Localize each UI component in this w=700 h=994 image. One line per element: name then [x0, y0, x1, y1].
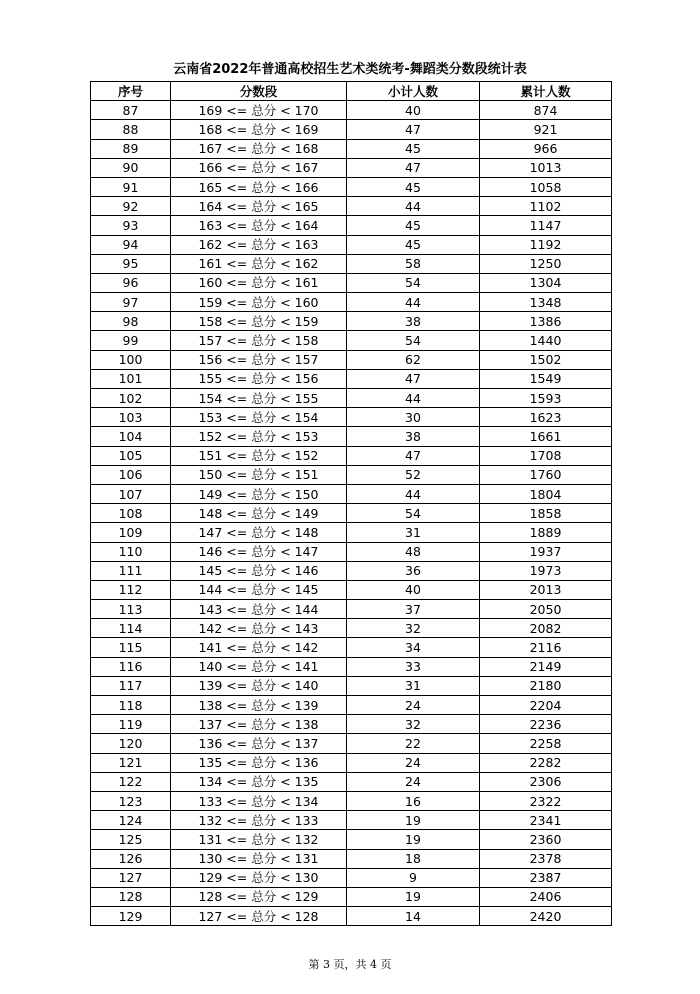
cell-cumulative: 2306 [480, 772, 612, 791]
cell-index: 120 [91, 734, 171, 753]
page-number: 第 3 页，共 4 页 [308, 958, 392, 971]
cell-cumulative: 1386 [480, 312, 612, 331]
cell-index: 102 [91, 389, 171, 408]
cell-index: 97 [91, 293, 171, 312]
cell-cumulative: 2082 [480, 619, 612, 638]
cell-index: 121 [91, 753, 171, 772]
cell-index: 95 [91, 254, 171, 273]
cell-index: 92 [91, 197, 171, 216]
table-row [91, 408, 612, 427]
cell-subtotal: 34 [347, 638, 480, 657]
cell-score-range: 149 <= 总分 < 150 [171, 484, 347, 503]
cell-cumulative: 921 [480, 120, 612, 139]
table-row [91, 369, 612, 388]
cell-score-range: 169 <= 总分 < 170 [171, 101, 347, 120]
cell-index: 125 [91, 830, 171, 849]
table-row [91, 504, 612, 523]
cell-index: 123 [91, 791, 171, 810]
header-score-range: 分数段 [171, 82, 347, 101]
cell-index: 88 [91, 120, 171, 139]
cell-subtotal: 44 [347, 197, 480, 216]
cell-cumulative: 2149 [480, 657, 612, 676]
cell-subtotal: 38 [347, 312, 480, 331]
cell-score-range: 144 <= 总分 < 145 [171, 580, 347, 599]
cell-cumulative: 2406 [480, 887, 612, 906]
cell-subtotal: 52 [347, 465, 480, 484]
cell-index: 119 [91, 715, 171, 734]
cell-subtotal: 45 [347, 177, 480, 196]
cell-score-range: 135 <= 总分 < 136 [171, 753, 347, 772]
cell-index: 100 [91, 350, 171, 369]
cell-subtotal: 44 [347, 389, 480, 408]
cell-cumulative: 1858 [480, 504, 612, 523]
cell-index: 109 [91, 523, 171, 542]
cell-subtotal: 48 [347, 542, 480, 561]
cell-index: 106 [91, 465, 171, 484]
cell-score-range: 130 <= 总分 < 131 [171, 849, 347, 868]
cell-subtotal: 18 [347, 849, 480, 868]
table-header-row [91, 82, 612, 101]
table-row [91, 312, 612, 331]
cell-subtotal: 32 [347, 619, 480, 638]
table-row [91, 427, 612, 446]
cell-index: 96 [91, 273, 171, 292]
cell-score-range: 160 <= 总分 < 161 [171, 273, 347, 292]
table-row [91, 791, 612, 810]
cell-score-range: 142 <= 总分 < 143 [171, 619, 347, 638]
cell-cumulative: 966 [480, 139, 612, 158]
table-row [91, 887, 612, 906]
cell-score-range: 158 <= 总分 < 159 [171, 312, 347, 331]
cell-score-range: 163 <= 总分 < 164 [171, 216, 347, 235]
cell-cumulative: 2378 [480, 849, 612, 868]
cell-score-range: 165 <= 总分 < 166 [171, 177, 347, 196]
cell-cumulative: 1502 [480, 350, 612, 369]
cell-cumulative: 2204 [480, 696, 612, 715]
cell-score-range: 166 <= 总分 < 167 [171, 158, 347, 177]
table-row [91, 868, 612, 887]
table-row [91, 197, 612, 216]
cell-subtotal: 40 [347, 101, 480, 120]
cell-cumulative: 1013 [480, 158, 612, 177]
cell-index: 103 [91, 408, 171, 427]
cell-subtotal: 30 [347, 408, 480, 427]
cell-index: 94 [91, 235, 171, 254]
table-row [91, 580, 612, 599]
cell-subtotal: 44 [347, 293, 480, 312]
header-subtotal: 小计人数 [347, 82, 480, 101]
cell-cumulative: 1058 [480, 177, 612, 196]
cell-score-range: 145 <= 总分 < 146 [171, 561, 347, 580]
table-row [91, 484, 612, 503]
cell-score-range: 151 <= 总分 < 152 [171, 446, 347, 465]
cell-subtotal: 45 [347, 216, 480, 235]
cell-cumulative: 1304 [480, 273, 612, 292]
cell-cumulative: 1708 [480, 446, 612, 465]
cell-score-range: 131 <= 总分 < 132 [171, 830, 347, 849]
cell-cumulative: 1760 [480, 465, 612, 484]
cell-subtotal: 22 [347, 734, 480, 753]
cell-score-range: 129 <= 总分 < 130 [171, 868, 347, 887]
table-row [91, 638, 612, 657]
cell-index: 111 [91, 561, 171, 580]
cell-subtotal: 14 [347, 907, 480, 926]
cell-index: 126 [91, 849, 171, 868]
cell-cumulative: 1661 [480, 427, 612, 446]
table-row [91, 293, 612, 312]
cell-cumulative: 1192 [480, 235, 612, 254]
cell-index: 108 [91, 504, 171, 523]
cell-index: 129 [91, 907, 171, 926]
cell-subtotal: 24 [347, 772, 480, 791]
table-row [91, 849, 612, 868]
cell-index: 93 [91, 216, 171, 235]
cell-index: 105 [91, 446, 171, 465]
table-row [91, 657, 612, 676]
cell-cumulative: 1973 [480, 561, 612, 580]
cell-index: 115 [91, 638, 171, 657]
cell-subtotal: 45 [347, 139, 480, 158]
table-row [91, 158, 612, 177]
cell-cumulative: 874 [480, 101, 612, 120]
table-row [91, 139, 612, 158]
cell-index: 87 [91, 101, 171, 120]
table-row [91, 676, 612, 695]
cell-score-range: 138 <= 总分 < 139 [171, 696, 347, 715]
cell-score-range: 157 <= 总分 < 158 [171, 331, 347, 350]
table-row [91, 273, 612, 292]
cell-cumulative: 1549 [480, 369, 612, 388]
cell-cumulative: 2341 [480, 811, 612, 830]
cell-cumulative: 2387 [480, 868, 612, 887]
cell-score-range: 161 <= 总分 < 162 [171, 254, 347, 273]
cell-index: 107 [91, 484, 171, 503]
cell-subtotal: 24 [347, 753, 480, 772]
cell-index: 98 [91, 312, 171, 331]
cell-score-range: 167 <= 总分 < 168 [171, 139, 347, 158]
cell-subtotal: 36 [347, 561, 480, 580]
cell-subtotal: 33 [347, 657, 480, 676]
table-row [91, 715, 612, 734]
table-row [91, 235, 612, 254]
cell-subtotal: 31 [347, 676, 480, 695]
cell-score-range: 162 <= 总分 < 163 [171, 235, 347, 254]
table-row [91, 523, 612, 542]
cell-cumulative: 2050 [480, 600, 612, 619]
cell-subtotal: 19 [347, 830, 480, 849]
cell-cumulative: 2116 [480, 638, 612, 657]
cell-cumulative: 2013 [480, 580, 612, 599]
cell-subtotal: 40 [347, 580, 480, 599]
table-row [91, 696, 612, 715]
cell-score-range: 143 <= 总分 < 144 [171, 600, 347, 619]
table-row [91, 542, 612, 561]
cell-score-range: 153 <= 总分 < 154 [171, 408, 347, 427]
cell-score-range: 137 <= 总分 < 138 [171, 715, 347, 734]
cell-subtotal: 32 [347, 715, 480, 734]
cell-score-range: 134 <= 总分 < 135 [171, 772, 347, 791]
score-distribution-table [90, 81, 612, 926]
cell-index: 89 [91, 139, 171, 158]
cell-score-range: 148 <= 总分 < 149 [171, 504, 347, 523]
cell-index: 122 [91, 772, 171, 791]
cell-subtotal: 19 [347, 887, 480, 906]
cell-score-range: 140 <= 总分 < 141 [171, 657, 347, 676]
cell-cumulative: 2258 [480, 734, 612, 753]
table-row [91, 216, 612, 235]
cell-subtotal: 47 [347, 446, 480, 465]
cell-cumulative: 2420 [480, 907, 612, 926]
cell-subtotal: 47 [347, 369, 480, 388]
cell-score-range: 164 <= 总分 < 165 [171, 197, 347, 216]
cell-cumulative: 2322 [480, 791, 612, 810]
cell-index: 112 [91, 580, 171, 599]
cell-subtotal: 54 [347, 273, 480, 292]
cell-subtotal: 62 [347, 350, 480, 369]
cell-score-range: 133 <= 总分 < 134 [171, 791, 347, 810]
cell-cumulative: 2282 [480, 753, 612, 772]
table-row [91, 101, 612, 120]
cell-index: 118 [91, 696, 171, 715]
cell-subtotal: 47 [347, 158, 480, 177]
cell-subtotal: 54 [347, 331, 480, 350]
cell-score-range: 154 <= 总分 < 155 [171, 389, 347, 408]
table-row [91, 389, 612, 408]
cell-subtotal: 24 [347, 696, 480, 715]
table-body [91, 101, 612, 926]
cell-subtotal: 44 [347, 484, 480, 503]
cell-cumulative: 2180 [480, 676, 612, 695]
table-row [91, 120, 612, 139]
cell-score-range: 152 <= 总分 < 153 [171, 427, 347, 446]
table-row [91, 830, 612, 849]
cell-score-range: 159 <= 总分 < 160 [171, 293, 347, 312]
cell-cumulative: 1147 [480, 216, 612, 235]
cell-score-range: 136 <= 总分 < 137 [171, 734, 347, 753]
cell-score-range: 150 <= 总分 < 151 [171, 465, 347, 484]
table-row [91, 753, 612, 772]
table-row [91, 619, 612, 638]
cell-score-range: 128 <= 总分 < 129 [171, 887, 347, 906]
cell-index: 110 [91, 542, 171, 561]
header-index: 序号 [91, 82, 171, 101]
cell-index: 113 [91, 600, 171, 619]
table-row [91, 772, 612, 791]
cell-index: 116 [91, 657, 171, 676]
page-title: 云南省2022年普通高校招生艺术类统考-舞蹈类分数段统计表 [173, 62, 527, 77]
cell-subtotal: 9 [347, 868, 480, 887]
table-row [91, 254, 612, 273]
cell-subtotal: 54 [347, 504, 480, 523]
cell-cumulative: 1623 [480, 408, 612, 427]
cell-index: 101 [91, 369, 171, 388]
cell-cumulative: 1348 [480, 293, 612, 312]
cell-cumulative: 1440 [480, 331, 612, 350]
cell-score-range: 155 <= 总分 < 156 [171, 369, 347, 388]
cell-score-range: 127 <= 总分 < 128 [171, 907, 347, 926]
cell-subtotal: 37 [347, 600, 480, 619]
cell-score-range: 168 <= 总分 < 169 [171, 120, 347, 139]
cell-score-range: 139 <= 总分 < 140 [171, 676, 347, 695]
cell-cumulative: 1250 [480, 254, 612, 273]
table-row [91, 446, 612, 465]
cell-index: 127 [91, 868, 171, 887]
table-row [91, 811, 612, 830]
table-row [91, 177, 612, 196]
table-row [91, 465, 612, 484]
cell-subtotal: 58 [347, 254, 480, 273]
cell-subtotal: 45 [347, 235, 480, 254]
cell-subtotal: 16 [347, 791, 480, 810]
cell-index: 117 [91, 676, 171, 695]
header-cumulative: 累计人数 [480, 82, 612, 101]
cell-index: 99 [91, 331, 171, 350]
table-row [91, 331, 612, 350]
cell-subtotal: 38 [347, 427, 480, 446]
table-row [91, 907, 612, 926]
cell-cumulative: 1937 [480, 542, 612, 561]
cell-cumulative: 1804 [480, 484, 612, 503]
table-row [91, 734, 612, 753]
cell-index: 114 [91, 619, 171, 638]
cell-index: 124 [91, 811, 171, 830]
cell-score-range: 156 <= 总分 < 157 [171, 350, 347, 369]
cell-cumulative: 2360 [480, 830, 612, 849]
cell-subtotal: 31 [347, 523, 480, 542]
cell-subtotal: 19 [347, 811, 480, 830]
cell-index: 90 [91, 158, 171, 177]
cell-cumulative: 1102 [480, 197, 612, 216]
cell-index: 104 [91, 427, 171, 446]
cell-index: 128 [91, 887, 171, 906]
cell-index: 91 [91, 177, 171, 196]
cell-score-range: 141 <= 总分 < 142 [171, 638, 347, 657]
table-row [91, 561, 612, 580]
cell-score-range: 132 <= 总分 < 133 [171, 811, 347, 830]
cell-cumulative: 2236 [480, 715, 612, 734]
cell-score-range: 147 <= 总分 < 148 [171, 523, 347, 542]
cell-score-range: 146 <= 总分 < 147 [171, 542, 347, 561]
cell-cumulative: 1889 [480, 523, 612, 542]
cell-subtotal: 47 [347, 120, 480, 139]
table-row [91, 600, 612, 619]
cell-cumulative: 1593 [480, 389, 612, 408]
table-row [91, 350, 612, 369]
